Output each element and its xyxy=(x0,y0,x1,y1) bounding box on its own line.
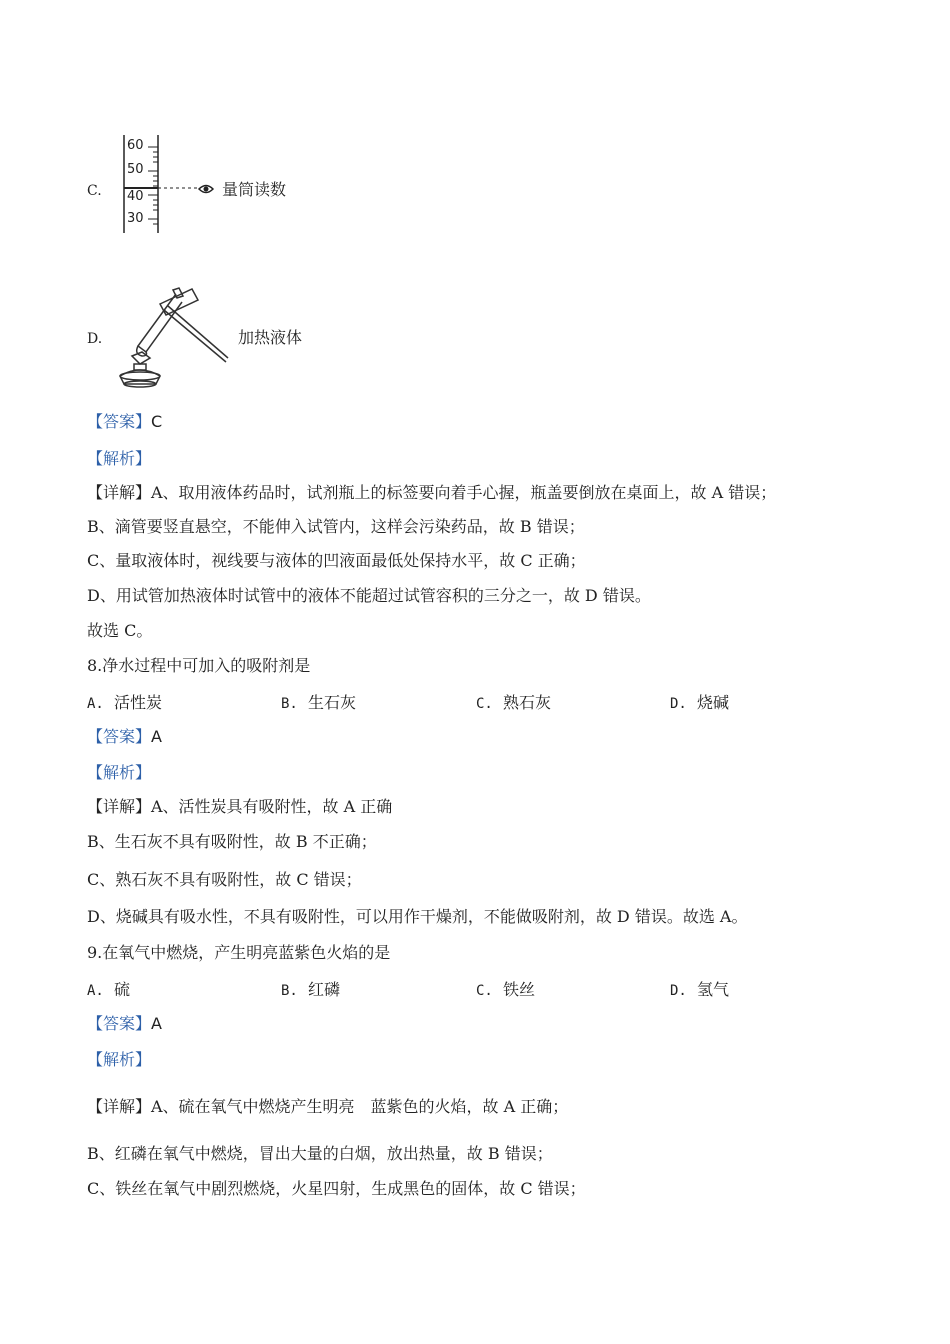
option-letter-d: D. xyxy=(87,331,103,347)
q8-detail-line: B、生石灰不具有吸附性，故 B 不正确； xyxy=(87,832,377,851)
q7-detail-line: D、用试管加热液体时试管中的液体不能超过试管容积的三分之一，故 D 错误。 xyxy=(87,586,651,605)
q8-answer xyxy=(87,727,162,747)
q7-conclusion: 故选 C。 xyxy=(87,621,153,640)
cylinder-scale-40: 40 xyxy=(127,189,144,204)
option-letter-c: C. xyxy=(87,183,102,199)
answer-label: 【答案】 xyxy=(87,412,152,431)
q8-option-a: A. 活性炭 xyxy=(87,693,163,712)
q9-analysis-label: 【解析】 xyxy=(87,1050,152,1069)
q9-stem: 9.在氧气中燃烧，产生明亮蓝紫色火焰的是 xyxy=(87,943,391,962)
q9-answer xyxy=(87,1014,162,1034)
answer-label: 【答案】 xyxy=(87,1014,152,1033)
heating-liquid-figure xyxy=(110,284,240,394)
q9-option-a: A. 硫 xyxy=(87,980,131,999)
q8-option-c: C. 熟石灰 xyxy=(476,693,552,712)
figure-d-caption: 加热液体 xyxy=(238,328,303,347)
q8-stem: 8.净水过程中可加入的吸附剂是 xyxy=(87,656,311,675)
eye-icon xyxy=(197,181,217,197)
cylinder-scale-60: 60 xyxy=(127,138,144,153)
figure-c-caption: 量筒读数 xyxy=(222,180,287,199)
q9-option-b: B. 红磷 xyxy=(281,980,341,999)
answer-value: C xyxy=(151,412,163,431)
cylinder-scale-50: 50 xyxy=(127,162,144,177)
q9-detail-line: C、铁丝在氧气中剧烈燃烧，火星四射，生成黑色的固体，故 C 错误； xyxy=(87,1179,586,1198)
q8-detail-line: D、烧碱具有吸水性，不具有吸附性，可以用作干燥剂，不能做吸附剂，故 D 错误。故选 A。 xyxy=(87,907,748,926)
q9-detail-line: B、红磷在氧气中燃烧，冒出大量的白烟，放出热量，故 B 错误； xyxy=(87,1144,553,1163)
q8-detail-line: C、熟石灰不具有吸附性，故 C 错误； xyxy=(87,870,362,889)
q8-option-b: B. 生石灰 xyxy=(281,693,357,712)
q9-detail-line: 【详解】A、硫在氧气中燃烧产生明亮 蓝紫色的火焰，故 A 正确； xyxy=(87,1097,569,1116)
q7-detail-line: B、滴管要竖直悬空，不能伸入试管内，这样会污染药品，故 B 错误； xyxy=(87,517,585,536)
q8-detail-line: 【详解】A、活性炭具有吸附性，故 A 正确 xyxy=(87,797,393,816)
q9-option-d: D. 氢气 xyxy=(670,980,730,999)
q7-detail-line: 【详解】A、取用液体药品时，试剂瓶上的标签要向着手心握，瓶盖要倒放在桌面上，故 A 错误； xyxy=(87,483,777,502)
cylinder-scale-30: 30 xyxy=(127,211,144,226)
answer-value: A xyxy=(151,1014,162,1033)
q8-option-d: D. 烧碱 xyxy=(670,693,730,712)
answer-label: 【答案】 xyxy=(87,727,152,746)
q7-answer xyxy=(87,412,162,432)
q7-detail-line: C、量取液体时，视线要与液体的凹液面最低处保持水平，故 C 正确； xyxy=(87,551,586,570)
q8-analysis-label: 【解析】 xyxy=(87,763,152,782)
answer-value: A xyxy=(151,727,162,746)
q7-analysis-label: 【解析】 xyxy=(87,449,152,468)
q9-option-c: C. 铁丝 xyxy=(476,980,536,999)
